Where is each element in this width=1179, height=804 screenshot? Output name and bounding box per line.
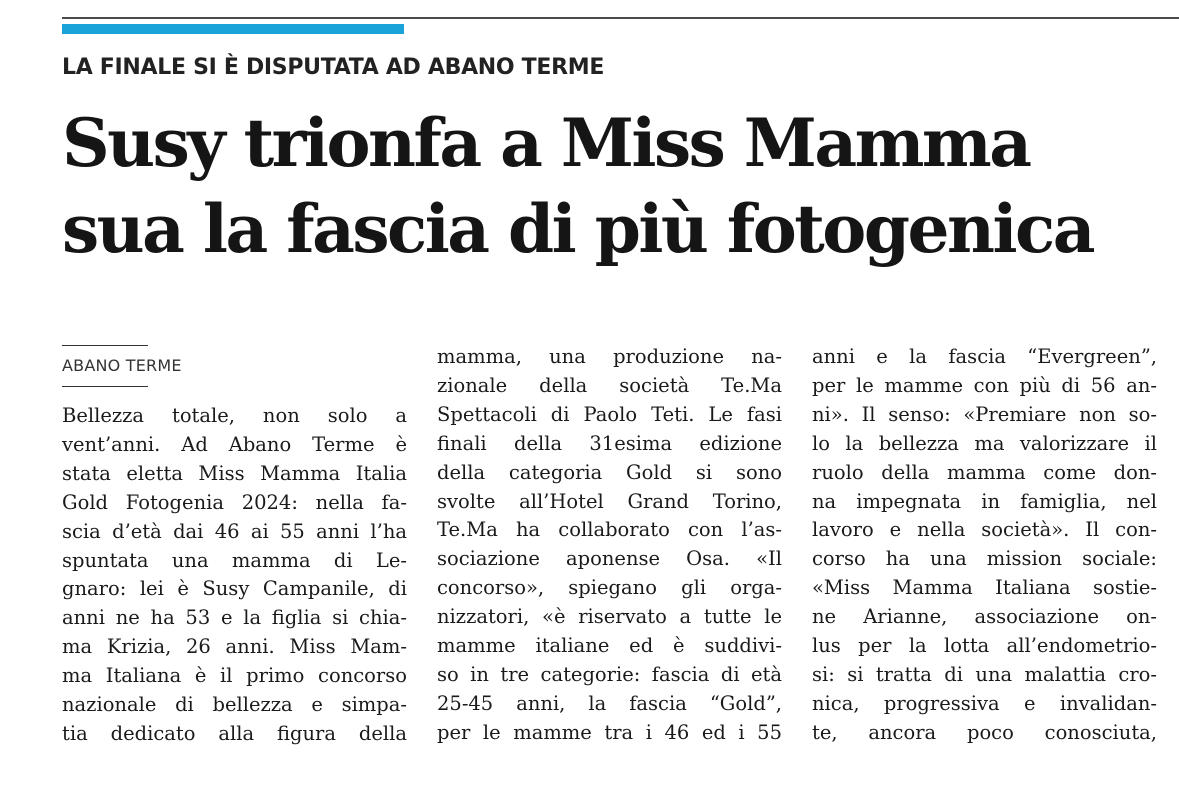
dateline-rule-bottom bbox=[62, 386, 148, 387]
article-line: lus per la lotta all’endometrio- bbox=[812, 634, 1157, 658]
headline-line-1: Susy trionfa a Miss Mamma bbox=[62, 104, 1030, 182]
article-line: si: si tratta di una malattia cro- bbox=[812, 662, 1157, 686]
article-line: svolte all’Hotel Grand Torino, bbox=[437, 489, 782, 513]
article-line: Spettacoli di Paolo Teti. Le fasi bbox=[437, 402, 782, 426]
article-line: mamme italiane ed è suddivi- bbox=[437, 634, 782, 658]
article-line: nizzatori, «è riservato a tutte le bbox=[437, 605, 782, 629]
article-line: lavoro e nella società». Il con- bbox=[812, 518, 1157, 542]
article-line: per le mamme tra i 46 ed i 55 bbox=[437, 720, 782, 744]
article-line: 25-45 anni, la fascia “Gold”, bbox=[437, 691, 782, 715]
article-line: gnaro: lei è Susy Campanile, di bbox=[62, 577, 407, 601]
article-line: sociazione aponense Osa. «Il bbox=[437, 547, 782, 571]
article-line: Gold Fotogenia 2024: nella fa- bbox=[62, 490, 407, 514]
article-line: nica, progressiva e invalidan- bbox=[812, 691, 1157, 715]
article-line: Bellezza totale, non solo a bbox=[62, 404, 407, 427]
article-line: scia d’età dai 46 ai 55 anni l’ha bbox=[62, 519, 407, 543]
article-line: so in tre categorie: fascia di età bbox=[437, 662, 782, 686]
headline bbox=[62, 100, 1179, 272]
article-column-1 bbox=[62, 402, 407, 749]
article-line: concorso», spiegano gli orga- bbox=[437, 576, 782, 600]
article-line: lo la bellezza ma valorizzare il bbox=[812, 431, 1157, 455]
article-line: na impegnata in famiglia, nel bbox=[812, 489, 1157, 513]
article-line: te, ancora poco conosciuta, bbox=[812, 720, 1157, 744]
article-line: stata eletta Miss Mamma Italia bbox=[62, 461, 407, 485]
article-line: tia dedicato alla figura della bbox=[62, 721, 407, 745]
article-line: ne Arianne, associazione on- bbox=[812, 605, 1157, 629]
article-line: nazionale di bellezza e simpa- bbox=[62, 693, 407, 717]
article-line: «Miss Mamma Italiana sostie- bbox=[812, 576, 1157, 600]
kicker: LA FINALE SI È DISPUTATA AD ABANO TERME bbox=[62, 55, 605, 80]
dateline-rule-top bbox=[62, 345, 148, 346]
article-line: vent’anni. Ad Abano Terme è bbox=[62, 432, 407, 456]
article-line: ma Italiana è il primo concorso bbox=[62, 664, 407, 688]
article-line: per le mamme con più di 56 an- bbox=[812, 373, 1157, 397]
headline-line-2: sua la fascia di più fotogenica bbox=[62, 190, 1093, 268]
article-line: spuntata una mamma di Le- bbox=[62, 548, 407, 572]
article-line: della categoria Gold si sono bbox=[437, 460, 782, 484]
article-line: corso ha una mission sociale: bbox=[812, 547, 1157, 571]
article-line: mamma, una produzione na- bbox=[437, 345, 782, 368]
dateline: ABANO TERME bbox=[62, 356, 182, 375]
article-line: Te.Ma ha collaborato con l’as- bbox=[437, 518, 782, 542]
article-line: finali della 31esima edizione bbox=[437, 431, 782, 455]
article-line: ni». Il senso: «Premiare non so- bbox=[812, 402, 1157, 426]
article-line: anni ne ha 53 e la figlia si chia- bbox=[62, 606, 407, 630]
article-line: ruolo della mamma come don- bbox=[812, 460, 1157, 484]
top-rule bbox=[62, 17, 1179, 19]
article-line: ma Krizia, 26 anni. Miss Mam- bbox=[62, 635, 407, 659]
article-column-3 bbox=[812, 343, 1157, 748]
section-accent-bar bbox=[62, 24, 404, 34]
article-line: zionale della società Te.Ma bbox=[437, 373, 782, 397]
article-line: anni e la fascia “Evergreen”, bbox=[812, 345, 1157, 368]
article-column-2 bbox=[437, 343, 782, 748]
